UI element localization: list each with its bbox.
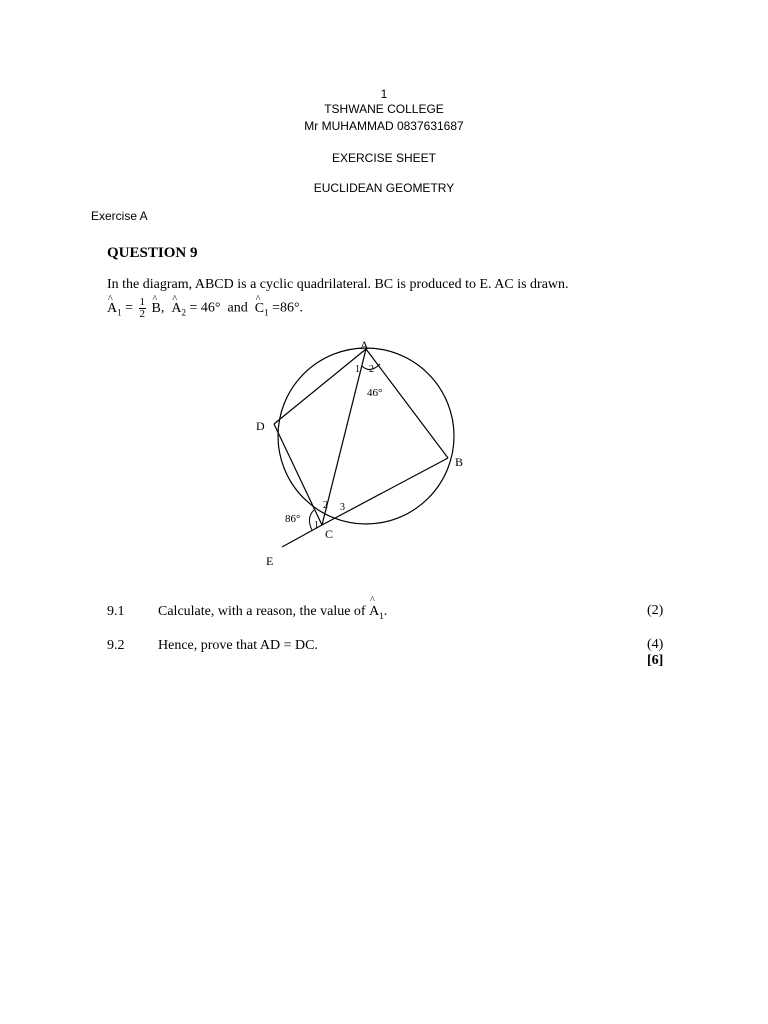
circumcircle <box>278 348 454 524</box>
part-9-2-marks: (4) <box>647 637 664 652</box>
angle-c1-value: =86°. <box>272 300 304 316</box>
label-e: E <box>266 554 274 568</box>
teacher-contact: Mr MUHAMMAD 0837631687 <box>304 119 464 133</box>
question-total-marks: [6] <box>647 653 664 668</box>
page-number: 1 <box>380 87 388 101</box>
part-9-1-text <box>158 604 387 621</box>
fraction-denominator: 2 <box>139 308 146 320</box>
part-9-1-suffix: . <box>383 604 388 619</box>
label-angle-c1: 1 <box>314 520 319 531</box>
part-9-2-number: 9.2 <box>107 638 125 653</box>
question-intro: In the diagram, ABCD is a cyclic quadrilateral. BC is produced to E. AC is drawn. <box>107 277 569 292</box>
angle-a1-sub: 1 <box>117 307 122 318</box>
part-9-1-number: 9.1 <box>107 604 125 619</box>
label-a: A <box>360 338 369 352</box>
given-angles: ^ $A_1$ = $\frac{1}{2}$ ^ B, ^ $A_2 = 46^\circ$ and ^ $C_1 =86^\circ$. <box>107 297 303 324</box>
label-86-degrees: 86° <box>285 513 301 525</box>
side-bc <box>322 458 448 525</box>
angle-c1-sub: 1 <box>264 307 269 318</box>
equals-sign: = <box>125 300 134 316</box>
side-da <box>274 349 366 424</box>
part-9-1-prefix: Calculate, with a reason, the value of <box>158 604 366 619</box>
angle-a2-value: = 46° <box>189 300 221 316</box>
label-angle-c2: 2 <box>323 500 328 511</box>
label-b: B <box>455 455 464 469</box>
angle-a1-symbol: ^ A <box>107 298 117 320</box>
and-word: and <box>227 300 248 316</box>
label-angle-a1: 1 <box>355 364 360 375</box>
question-title: QUESTION 9 <box>107 245 198 261</box>
diagonal-ac <box>322 349 366 525</box>
part-9-1-symbol: ^ A <box>369 604 379 620</box>
exercise-label: Exercise A <box>91 209 148 223</box>
topic-title: EUCLIDEAN GEOMETRY <box>313 181 455 195</box>
label-d: D <box>256 419 265 433</box>
part-9-2-text: Hence, prove that AD = DC. <box>158 638 318 653</box>
label-angle-c3: 3 <box>340 502 345 513</box>
angle-a2-sub: 2 <box>181 307 186 318</box>
fraction-numerator: 1 <box>139 296 146 308</box>
angle-c1-symbol: ^ C <box>255 298 264 320</box>
sheet-type: EXERCISE SHEET <box>331 151 437 165</box>
angle-b-symbol: ^ B <box>152 298 161 320</box>
label-c: C <box>325 527 334 541</box>
college-name: TSHWANE COLLEGE <box>324 102 444 116</box>
angle-a2-symbol: ^ A <box>171 298 181 320</box>
part-9-1-symbol-sub: 1 <box>379 610 384 621</box>
side-cd <box>274 424 322 525</box>
label-angle-a2: 2 <box>369 364 374 375</box>
label-46-degrees: 46° <box>367 387 383 399</box>
part-9-1-marks: (2) <box>647 603 664 618</box>
